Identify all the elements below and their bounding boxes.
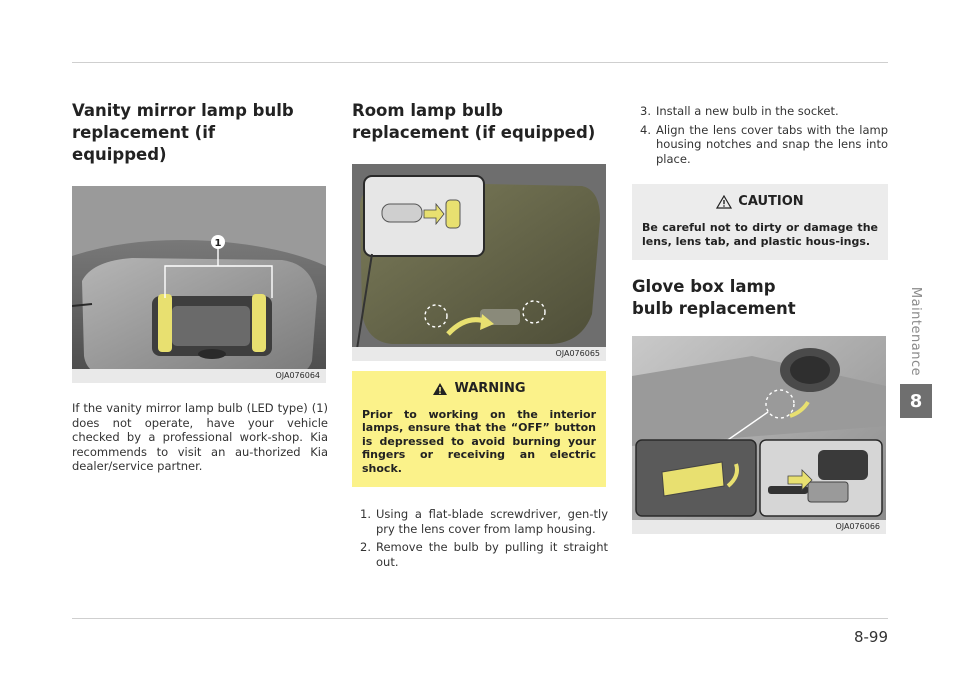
step-number: 1. [360,507,371,522]
top-rule [72,62,888,63]
step-text: Align the lens cover tabs with the lamp housing notches and snap the lens into place. [656,122,888,166]
section-heading-glove-box: Glove box lamp bulb replacement [632,277,796,319]
step-number: 3. [640,104,651,118]
step-number: 4. [640,122,651,137]
caution-icon [716,195,732,209]
step-text: Remove the bulb by pulling it straight out. [376,540,608,569]
warning-title-text: WARNING [454,381,526,396]
figure-glove-box [632,336,886,534]
caution-box [632,184,888,260]
warning-box [352,371,606,487]
chapter-tab-label [899,288,933,374]
vanity-mirror-text: If the vanity mirror lamp bulb (LED type) (1) does not operate, have your vehicle checked by a professional work-shop. Kia recommends to visit an au-thorized Kia dealer/service partner. [72,401,328,474]
figure-vanity-mirror [72,186,326,383]
caution-title [642,194,878,209]
list-item [352,507,608,536]
warning-text: Prior to working on the interior lamps, ensure that the “OFF” button is depressed to avoid burning your fingers or receiving an electric shock. [362,408,596,475]
room-lamp-illustration [352,164,606,361]
step-text: Using a flat-blade screwdriver, gen-tly pry the lens cover from lamp housing. [376,507,608,536]
caution-title-text: CAUTION [738,194,804,210]
column-vanity-mirror [72,100,328,474]
room-lamp-steps-continued [632,104,888,166]
column-glove-box [632,104,888,534]
warning-title [362,381,596,396]
list-item [632,104,888,119]
step-text: Install a new bulb in the socket. [656,104,839,118]
column-room-lamp [352,100,608,573]
page-number: 8-99 [853,628,888,646]
glove-box-illustration [632,336,886,534]
caution-text: Be careful not to dirty or damage the lens, lens tab, and plastic hous-ings. [642,221,878,248]
callout-number: 1 [214,238,222,249]
chapter-label-text: Maintenance [908,286,924,376]
section-heading-room-lamp: Room lamp bulb replacement (if equipped) [352,101,596,142]
step-number: 2. [360,540,371,555]
list-item [352,540,608,569]
figure-code: OJA076064 [275,371,320,380]
list-item [632,123,888,167]
vanity-mirror-illustration [72,186,326,383]
chapter-number-box: 8 [900,384,932,418]
room-lamp-steps [352,507,608,569]
section-heading-vanity-mirror: Vanity mirror lamp bulb replacement (if equipped) [72,101,294,164]
bottom-rule [72,618,888,619]
warning-icon [432,382,448,396]
figure-code: OJA076065 [555,349,600,358]
figure-code: OJA076066 [835,522,880,532]
figure-room-lamp [352,164,606,361]
